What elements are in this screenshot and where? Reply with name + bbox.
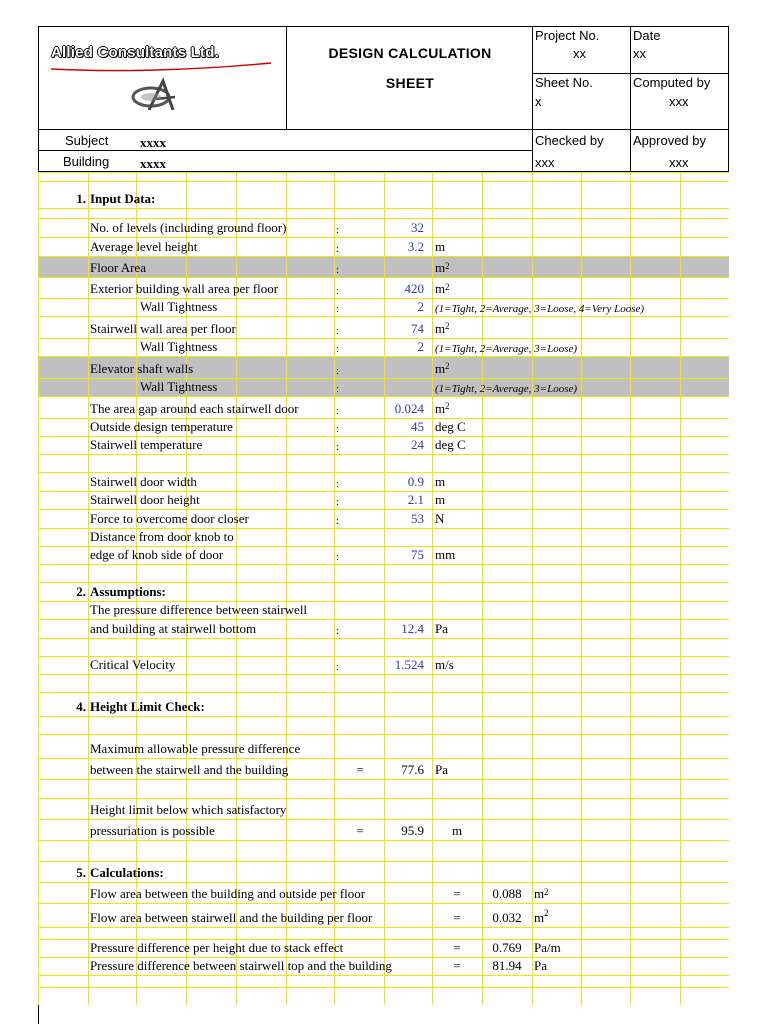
input-value: 53 [411, 511, 424, 526]
sheet-row [38, 256, 729, 277]
unit-label: deg C [435, 437, 466, 452]
sheet-no-label: Sheet No. [535, 75, 593, 90]
row-label: Elevator shaft walls [90, 361, 194, 376]
input-value: 74 [411, 321, 424, 336]
unit-label: m [435, 474, 446, 489]
unit-label: Pa [534, 958, 547, 973]
sheet-row [38, 716, 729, 734]
sheet-row [38, 237, 729, 256]
separator-colon: : [336, 303, 340, 315]
section-heading: Calculations: [90, 865, 164, 880]
separator-colon: : [336, 661, 340, 673]
sheet-row [38, 316, 729, 338]
unit-label: m [534, 886, 545, 901]
input-value: 24 [411, 437, 424, 452]
unit-superscript: 2 [544, 908, 549, 918]
unit-label: Pa/m [534, 940, 561, 955]
tightness-note: (1=Tight, 2=Average, 3=Loose, 4=Very Loose) [435, 303, 645, 315]
sheet-row [38, 491, 729, 509]
row-label: Stairwell wall area per floor [90, 321, 236, 336]
unit-superscript: 2 [445, 361, 450, 371]
sheet-header [38, 26, 729, 172]
unit-label: m [435, 401, 446, 416]
building-label: Building [63, 154, 110, 169]
unit-label: Pa [435, 621, 448, 636]
separator-colon: : [336, 343, 340, 355]
approved-by-value: xxx [669, 155, 689, 170]
sheet-row [38, 975, 729, 987]
sheet-row [38, 582, 729, 601]
row-label: Wall Tightness [140, 339, 218, 354]
separator-colon: : [336, 478, 340, 490]
unit-label: m [435, 361, 446, 376]
row-label: Pressure difference between stairwell top and the building [90, 958, 392, 973]
row-label: Wall Tightness [140, 379, 218, 394]
project-no-label: Project No. [535, 28, 600, 43]
checked-by-box [532, 129, 631, 172]
separator-colon: : [336, 264, 340, 276]
approved-by-label: Approved by [633, 133, 706, 148]
equals-sign: = [453, 886, 461, 901]
checked-by-value: xxx [535, 155, 555, 170]
sheet-row [38, 927, 729, 939]
unit-label: mm [435, 547, 456, 562]
sheet-title-line2: SHEET [385, 75, 435, 91]
unit-label: N [435, 511, 445, 526]
tightness-note: (1=Tight, 2=Average, 3=Loose) [435, 383, 578, 395]
sheet-row [38, 454, 729, 472]
sheet-row [38, 218, 729, 237]
approved-by-box [630, 129, 729, 172]
sheet-row [38, 472, 729, 491]
unit-label: m [435, 239, 446, 254]
title-box [286, 26, 533, 130]
separator-colon: : [336, 515, 340, 527]
input-value: 95.9 [401, 823, 424, 838]
sheet-no-value: x [535, 94, 542, 109]
row-label: between the stairwell and the building [90, 762, 289, 777]
input-value: 77.6 [401, 762, 424, 777]
sheet-row [38, 298, 729, 316]
row-label: Distance from door knob to [90, 529, 234, 544]
unit-label: m/s [435, 657, 454, 672]
input-value: 1.524 [394, 657, 424, 672]
sheet-row [38, 509, 729, 528]
row-label: pressuriation is possible [90, 823, 215, 838]
input-value: 0.9 [407, 474, 424, 489]
sheet-row [38, 601, 729, 619]
subject-box [38, 129, 533, 172]
building-value: xxxx [140, 156, 166, 171]
sheet-row [38, 356, 729, 378]
sheet-no-box [532, 73, 631, 130]
result-value: 0.088 [492, 886, 522, 901]
row-label: Wall Tightness [140, 299, 218, 314]
section-number: 2. [76, 584, 86, 599]
sheet-row [38, 546, 729, 564]
calculation-sheet [38, 26, 729, 1024]
unit-label: m [435, 321, 446, 336]
separator-colon: : [336, 224, 340, 236]
row-label: Height limit below which satisfactory [90, 802, 287, 817]
result-value: 81.94 [492, 958, 522, 973]
equals-sign: = [356, 762, 364, 777]
unit-superscript: 2 [544, 887, 549, 897]
sheet-row [38, 798, 729, 819]
sheet-row [38, 564, 729, 582]
input-value: 2 [417, 339, 424, 354]
sheet-row [38, 619, 729, 638]
sheet-row [38, 396, 729, 418]
row-label: Floor Area [90, 260, 146, 275]
input-value: 32 [411, 220, 424, 235]
separator-colon: : [336, 383, 340, 395]
unit-label: Pa [435, 762, 448, 777]
row-label: Pressure difference per height due to stack effect [90, 940, 344, 955]
sheet-row [38, 172, 729, 181]
date-label: Date [633, 28, 661, 43]
subject-label: Subject [65, 133, 109, 148]
unit-label: m [435, 492, 446, 507]
sheet-row [38, 734, 729, 758]
unit-superscript: 2 [445, 261, 450, 271]
unit-superscript: 2 [445, 321, 450, 331]
sheet-row [38, 819, 729, 840]
sheet-row [38, 638, 729, 656]
row-label: Average level height [90, 239, 198, 254]
section-heading: Assumptions: [90, 584, 166, 599]
row-label: Outside design temperature [90, 419, 233, 434]
equals-sign: = [453, 958, 461, 973]
unit-superscript: 2 [445, 282, 450, 292]
row-label: and building at stairwell bottom [90, 621, 257, 636]
sheet-row [38, 758, 729, 779]
sheet-row [38, 882, 729, 903]
company-logo-icon [129, 77, 189, 113]
input-value: 0.024 [394, 401, 424, 416]
section-heading: Height Limit Check: [90, 699, 205, 714]
project-no-value: xx [573, 46, 586, 61]
equals-sign: = [356, 823, 364, 838]
section-number: 5. [76, 865, 86, 880]
sheet-row [38, 840, 729, 861]
project-no-box [532, 26, 631, 74]
separator-colon: : [336, 365, 340, 377]
row-label: Stairwell temperature [90, 437, 203, 452]
row-label: edge of knob side of door [90, 547, 224, 562]
row-label: Critical Velocity [90, 657, 176, 672]
sheet-row [38, 957, 729, 975]
input-value: 3.2 [407, 239, 424, 254]
result-value: 0.032 [492, 910, 522, 925]
row-label: Force to overcome door closer [90, 511, 249, 526]
sheet-title-line1: DESIGN CALCULATION [328, 45, 492, 61]
date-box [630, 26, 729, 74]
row-label: Exterior building wall area per floor [90, 281, 279, 296]
sheet-row [38, 674, 729, 692]
input-value: 420 [404, 281, 424, 296]
separator-colon: : [336, 405, 340, 417]
row-label: No. of levels (including ground floor) [90, 220, 287, 235]
section-number: 1. [76, 191, 86, 206]
tightness-note: (1=Tight, 2=Average, 3=Loose) [435, 343, 578, 355]
company-box [38, 26, 287, 130]
row-label: The pressure difference between stairwell [90, 602, 308, 617]
input-value: 2 [417, 299, 424, 314]
input-value: 45 [411, 419, 424, 434]
unit-label: m [534, 910, 545, 925]
sheet-row [38, 939, 729, 957]
row-label: The area gap around each stairwell door [90, 401, 299, 416]
input-value: 75 [411, 547, 424, 562]
sheet-row [38, 903, 729, 927]
input-value: 2.1 [407, 492, 424, 507]
separator-colon: : [336, 625, 340, 637]
sheet-row [38, 338, 729, 356]
sheet-row [38, 987, 729, 1005]
separator-colon: : [336, 243, 340, 255]
separator-colon: : [336, 441, 340, 453]
separator-colon: : [336, 423, 340, 435]
separator-colon: : [336, 496, 340, 508]
underline-swoosh-icon [49, 61, 275, 73]
sheet-row [38, 181, 729, 208]
sheet-row [38, 436, 729, 454]
computed-by-box [630, 73, 729, 130]
row-label: Stairwell door width [90, 474, 197, 489]
sheet-row [38, 779, 729, 798]
row-label: Flow area between stairwell and the building per floor [90, 910, 373, 925]
date-value: xx [633, 46, 646, 61]
sheet-row [38, 528, 729, 546]
sheet-row [38, 656, 729, 674]
sheet-row [38, 861, 729, 882]
equals-sign: = [453, 940, 461, 955]
computed-by-value: xxx [669, 94, 689, 109]
row-label: Stairwell door height [90, 492, 200, 507]
sheet-row [38, 277, 729, 298]
checked-by-label: Checked by [535, 133, 604, 148]
company-name: Allied Consultants Ltd. [51, 44, 219, 61]
unit-superscript: 2 [445, 401, 450, 411]
subject-value: xxxx [140, 135, 166, 150]
unit-label: m [451, 823, 463, 838]
section-heading: Input Data: [90, 191, 156, 206]
sheet-row [38, 418, 729, 436]
sheet-row [38, 208, 729, 218]
unit-label: m [435, 260, 446, 275]
unit-label: deg C [435, 419, 466, 434]
result-value: 0.769 [492, 940, 522, 955]
input-value: 12.4 [401, 621, 424, 636]
section-number: 4. [76, 699, 86, 714]
sheet-row [38, 692, 729, 716]
row-label: Maximum allowable pressure difference [90, 741, 301, 756]
separator-colon: : [336, 325, 340, 337]
computed-by-label: Computed by [633, 75, 711, 90]
equals-sign: = [453, 910, 461, 925]
separator-colon: : [336, 551, 340, 563]
row-label: Flow area between the building and outside per floor [90, 886, 366, 901]
unit-label: m [435, 281, 446, 296]
calculation-grid [38, 172, 729, 1024]
separator-colon: : [336, 285, 340, 297]
sheet-row [38, 378, 729, 396]
